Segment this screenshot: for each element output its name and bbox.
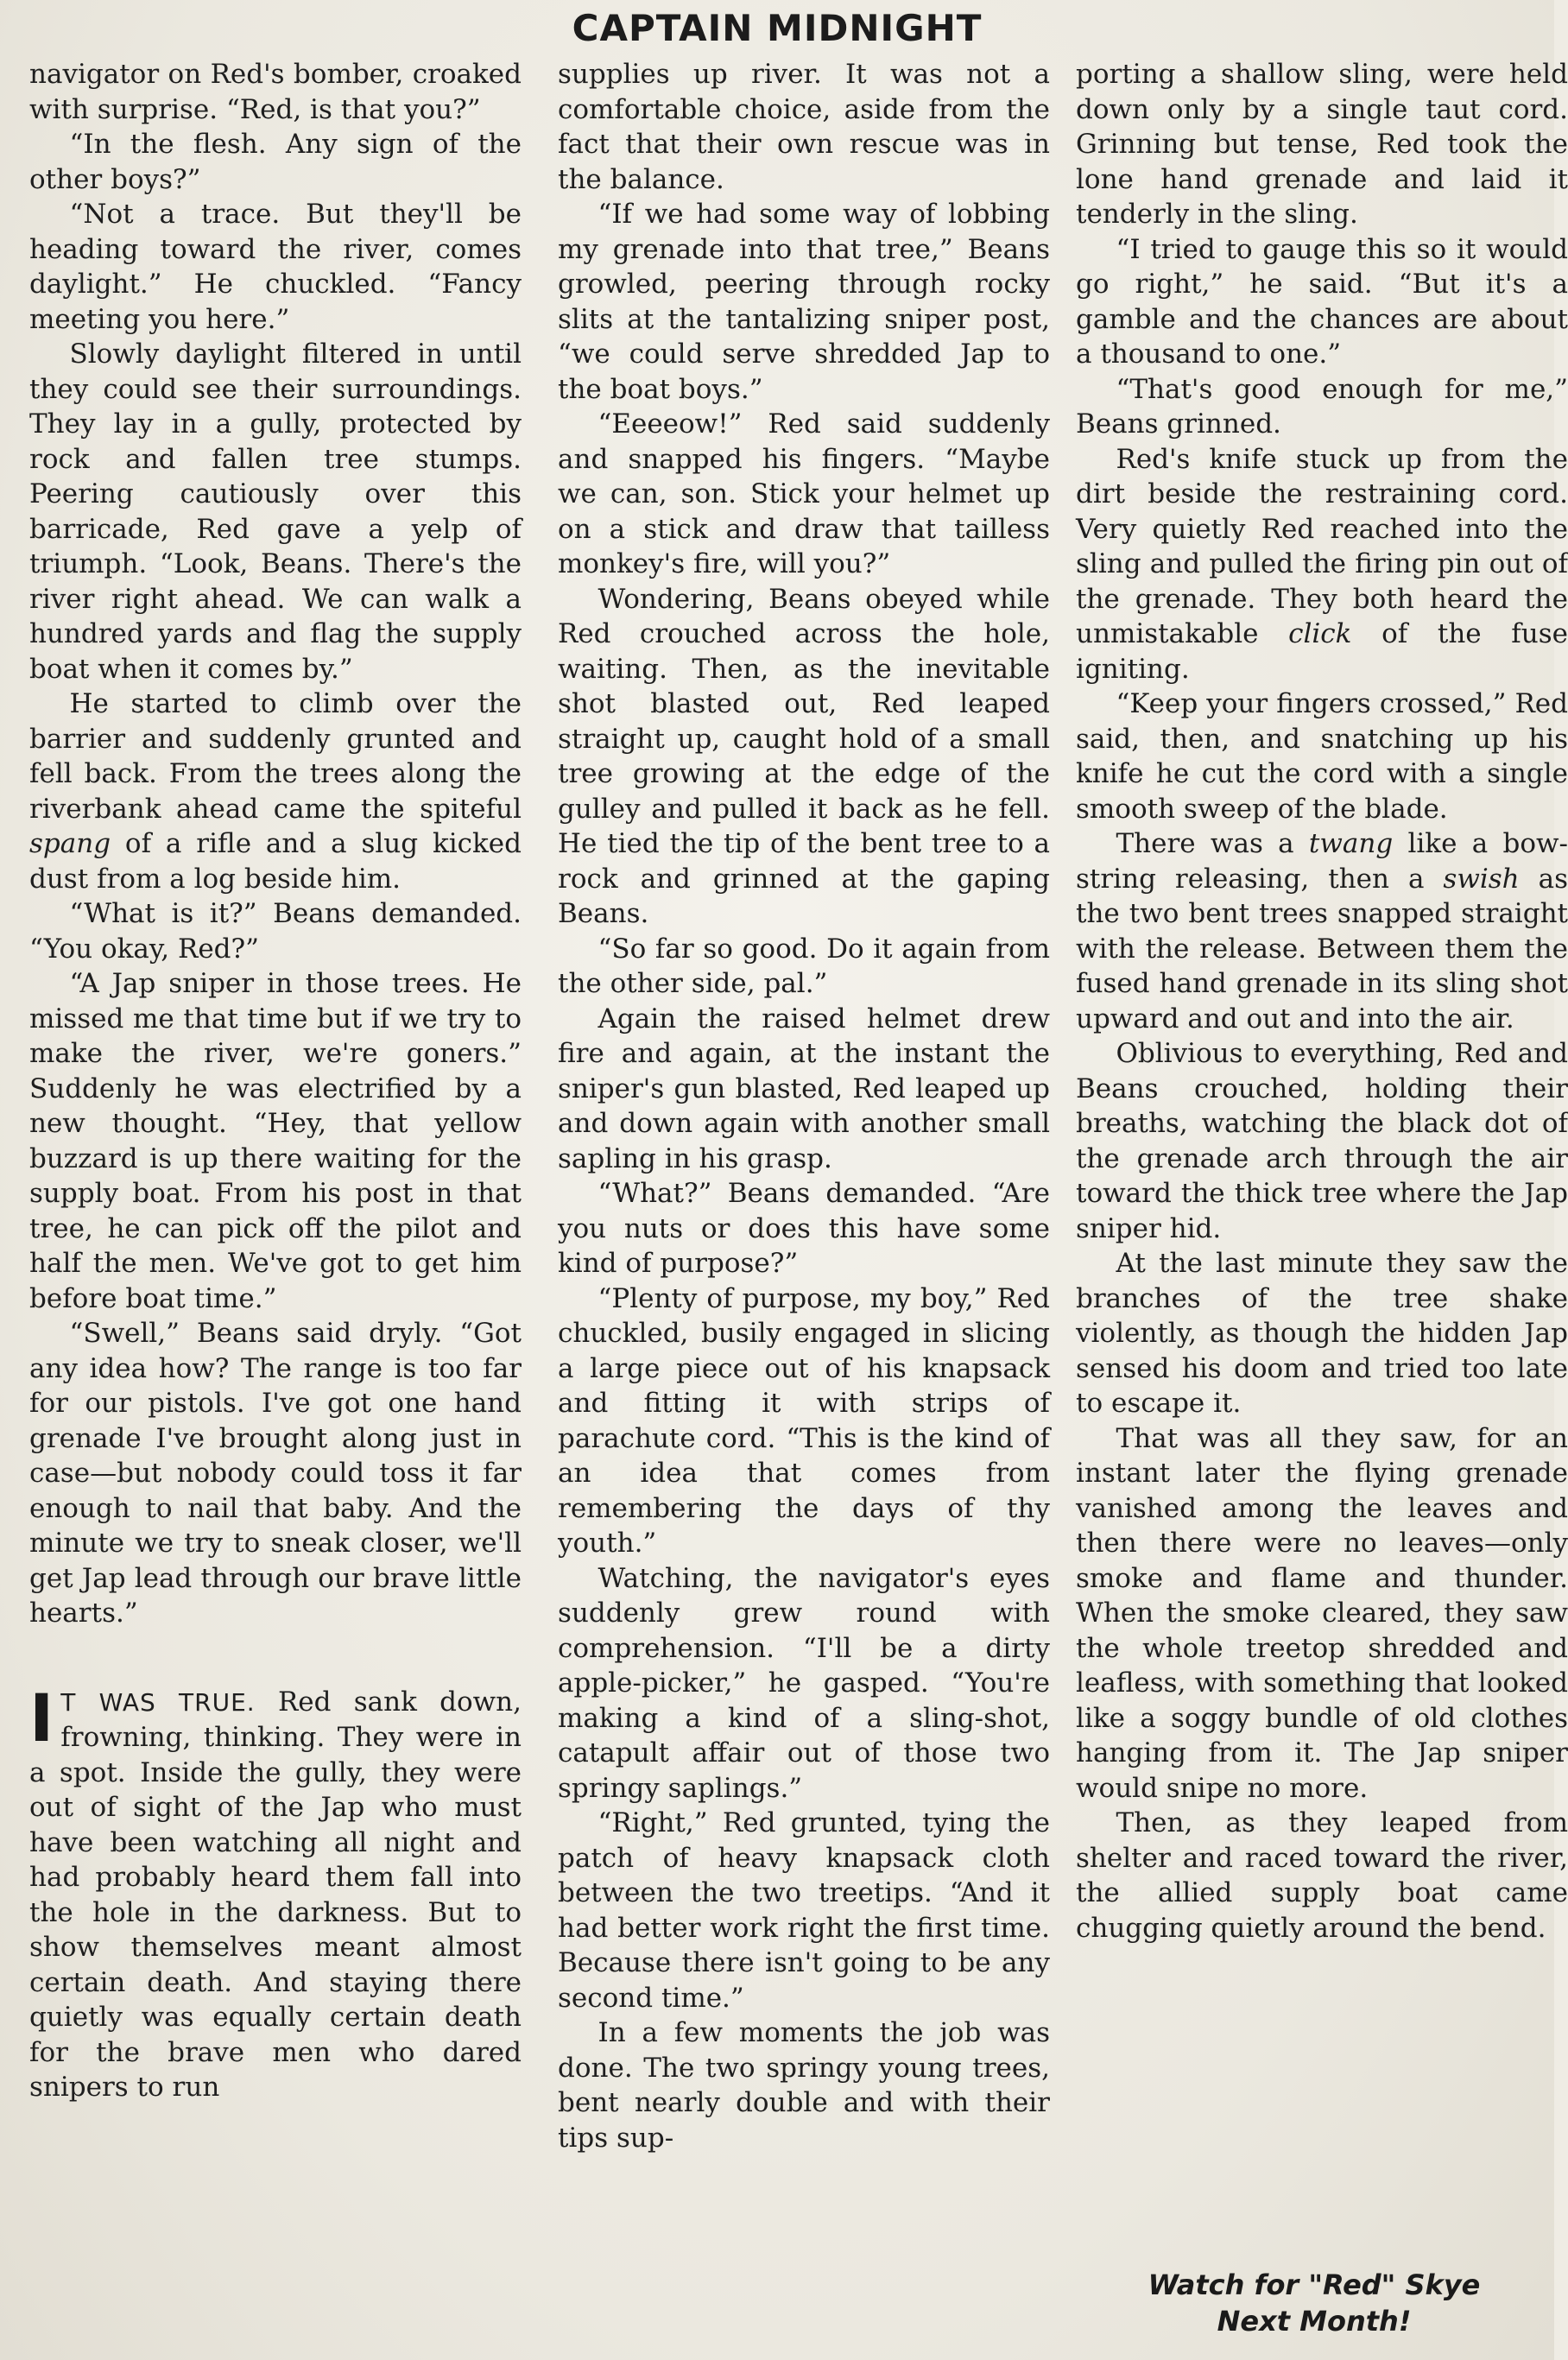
text-run: There was a [1116,828,1309,859]
paragraph: “Keep your fingers crossed,” Red said, then, and snatching up his knife he cut the cord with a single smooth sweep of the blade. [1076,688,1568,825]
running-head: CAPTAIN MIDNIGHT [572,7,983,49]
sound-effect: swish [1443,863,1520,895]
paragraph: Again the raised helmet drew fire and again, at the instant the sniper's gun blasted, Red leaped up and down again with another small sapling in his grasp. [558,1003,1050,1174]
drop-cap: I [29,1679,54,1756]
paragraph [1076,826,1568,1036]
paragraph: “What?” Beans demanded. “Are you nuts or does this have some kind of purpose?” [558,1178,1050,1279]
paragraph [29,686,522,896]
paragraph: “What is it?” Beans demanded. “You okay, Red?” [29,898,522,965]
paragraph: Slowly daylight filtered in until they could see their surroundings. They lay in a gully, protected by rock and fallen tree stumps. Peering cautiously over this barricade, Red gave a yelp of triumph. “Look, Beans. There's the river right ahead. We can walk a hundred yards and flag the supply boat when it comes by.” [29,338,522,685]
text-run: of the fuse igniting. [1076,618,1568,685]
teaser-line: Next Month! [1217,2305,1412,2338]
paragraph: “That's good enough for me,” Beans grinned. [1076,373,1568,440]
paragraph [1076,442,1568,687]
text-run: Red's knife stuck up from the dirt beside the restraining cord. Very quietly Red reached into the sling and pulled the firing pin out of the grenade. They both heard the unmistakable [1076,443,1568,649]
text-run: He started to climb over the barrier and suddenly grunted and fell back. From the trees along the riverbank ahead came the spiteful [29,688,522,825]
paragraph: “If we had some way of lobbing my grenade into that tree,” Beans growled, peering through rocky slits at the tantalizing sniper post, “we could serve shredded Jap to the boat boys.” [558,199,1050,405]
teaser-line: Watch for "Red" Skye [1148,2268,1481,2301]
paragraph: In a few moments the job was done. The two springy young trees, bent nearly double and with their tips sup- [558,2017,1050,2154]
paragraph: “So far so good. Do it again from the other side, pal.” [558,933,1050,999]
paragraph: “A Jap sniper in those trees. He missed me that time but if we try to make the river, we're goners.” Suddenly he was electrified by a new thought. “Hey, that yellow buzzard is up there waiting for the supply boat. From his post in that tree, he can pick off the pilot and half the men. We've got to get him before boat time.” [29,968,522,1314]
paragraph: “In the flesh. Any sign of the other boys?” [29,129,522,195]
paragraph: “Not a trace. But they'll be heading toward the river, comes daylight.” He chuckled. “Fancy meeting you here.” [29,199,522,335]
text-column-1 [29,57,522,2354]
text-run: Red sank down, frowning, thinking. They were in a spot. Inside the gully, they were out of sight of the Jap who must have been watching all night and had probably heard them fall into the hole in the darkness. But to show themselves meant almost certain death. And staying there quietly was equally certain death for the brave men who dared snipers to run [29,1686,522,2103]
sound-effect: twang [1308,828,1394,859]
paragraph: “I tried to gauge this so it would go right,” he said. “But it's a gamble and the chances are about a thousand to one.” [1076,233,1568,370]
paragraph: At the last minute they saw the branches of the tree shake violently, as though the hidden Jap sensed his doom and tried too late to escape it. [1076,1248,1568,1419]
paragraph: Watching, the navigator's eyes suddenly grew round with comprehension. “I'll be a dirty apple-picker,” he gasped. “You're making a kind of a sling-shot, catapult affair out of those two springy saplings.” [558,1562,1050,1804]
text-run: like a bow-string releasing, then a [1076,828,1568,895]
section-paragraph [29,1679,522,2105]
paragraph: “Swell,” Beans said dryly. “Got any idea how? The range is too far for our pistols. I've got one hand grenade I've brought along just in case—but nobody could toss it far enough to nail that baby. And the minute we try to sneak closer, we'll get Jap lead through our brave little hearts.” [29,1318,522,1629]
paragraph: Oblivious to everything, Red and Beans crouched, holding their breaths, watching the black dot of the grenade arch through the air toward the thick tree where the Jap sniper hid. [1076,1038,1568,1244]
paragraph: “Plenty of purpose, my boy,” Red chuckled, busily engaged in slicing a large piece out of his knapsack and fitting it with strips of parachute cord. “This is the kind of an idea that comes from remembering the days of thy youth.” [558,1282,1050,1559]
text-run: as the two bent trees snapped straight with the release. Between them the fused hand grenade in its sling shot upward and out and into the air. [1076,863,1568,1034]
text-run: of a rifle and a slug kicked dust from a log beside him. [29,828,522,895]
text-column-2 [558,57,1050,2354]
paragraph: Then, as they leaped from shelter and raced toward the river, the allied supply boat came chugging quietly around the bend. [1076,1807,1568,1944]
paragraph: Wondering, Beans obeyed while Red crouched across the hole, waiting. Then, as the inevitable shot blasted out, Red leaped straight up, caught hold of a small tree growing at the edge of the gulley and pulled it back as he fell. He tied the tip of the bent tree to a rock and grinned at the gaping Beans. [558,583,1050,929]
paragraph: “Eeeeow!” Red said suddenly and snapped his fingers. “Maybe we can, son. Stick your helmet up on a stick and draw that tailless monkey's fire, will you?” [558,408,1050,579]
paragraph: supplies up river. It was not a comfortable choice, aside from the fact that their own rescue was in the balance. [558,59,1050,195]
sound-effect: spang [29,828,111,859]
paragraph: navigator on Red's bomber, croaked with surprise. “Red, is that you?” [29,59,522,125]
next-month-teaser [1090,2267,1539,2339]
text-column-3 [1076,57,1568,2354]
paragraph: “Right,” Red grunted, tying the patch of heavy knapsack cloth between the two treetips. “And it had better work right the first time. Because there isn't going to be any second time.” [558,1807,1050,2014]
section-lead-in: T WAS TRUE. [60,1687,256,1717]
paragraph: porting a shallow sling, were held down only by a single taut cord. Grinning but tense, Red took the lone hand grenade and laid it tenderly in the sling. [1076,59,1568,230]
sound-effect: click [1288,618,1352,649]
paragraph: That was all they saw, for an instant later the flying grenade vanished among the leaves and then there were no leaves—only smoke and flame and thunder. When the smoke cleared, they saw the whole treetop shredded and leafless, with something that looked like a soggy bundle of old clothes hanging from it. The Jap sniper would snipe no more. [1076,1422,1568,1804]
